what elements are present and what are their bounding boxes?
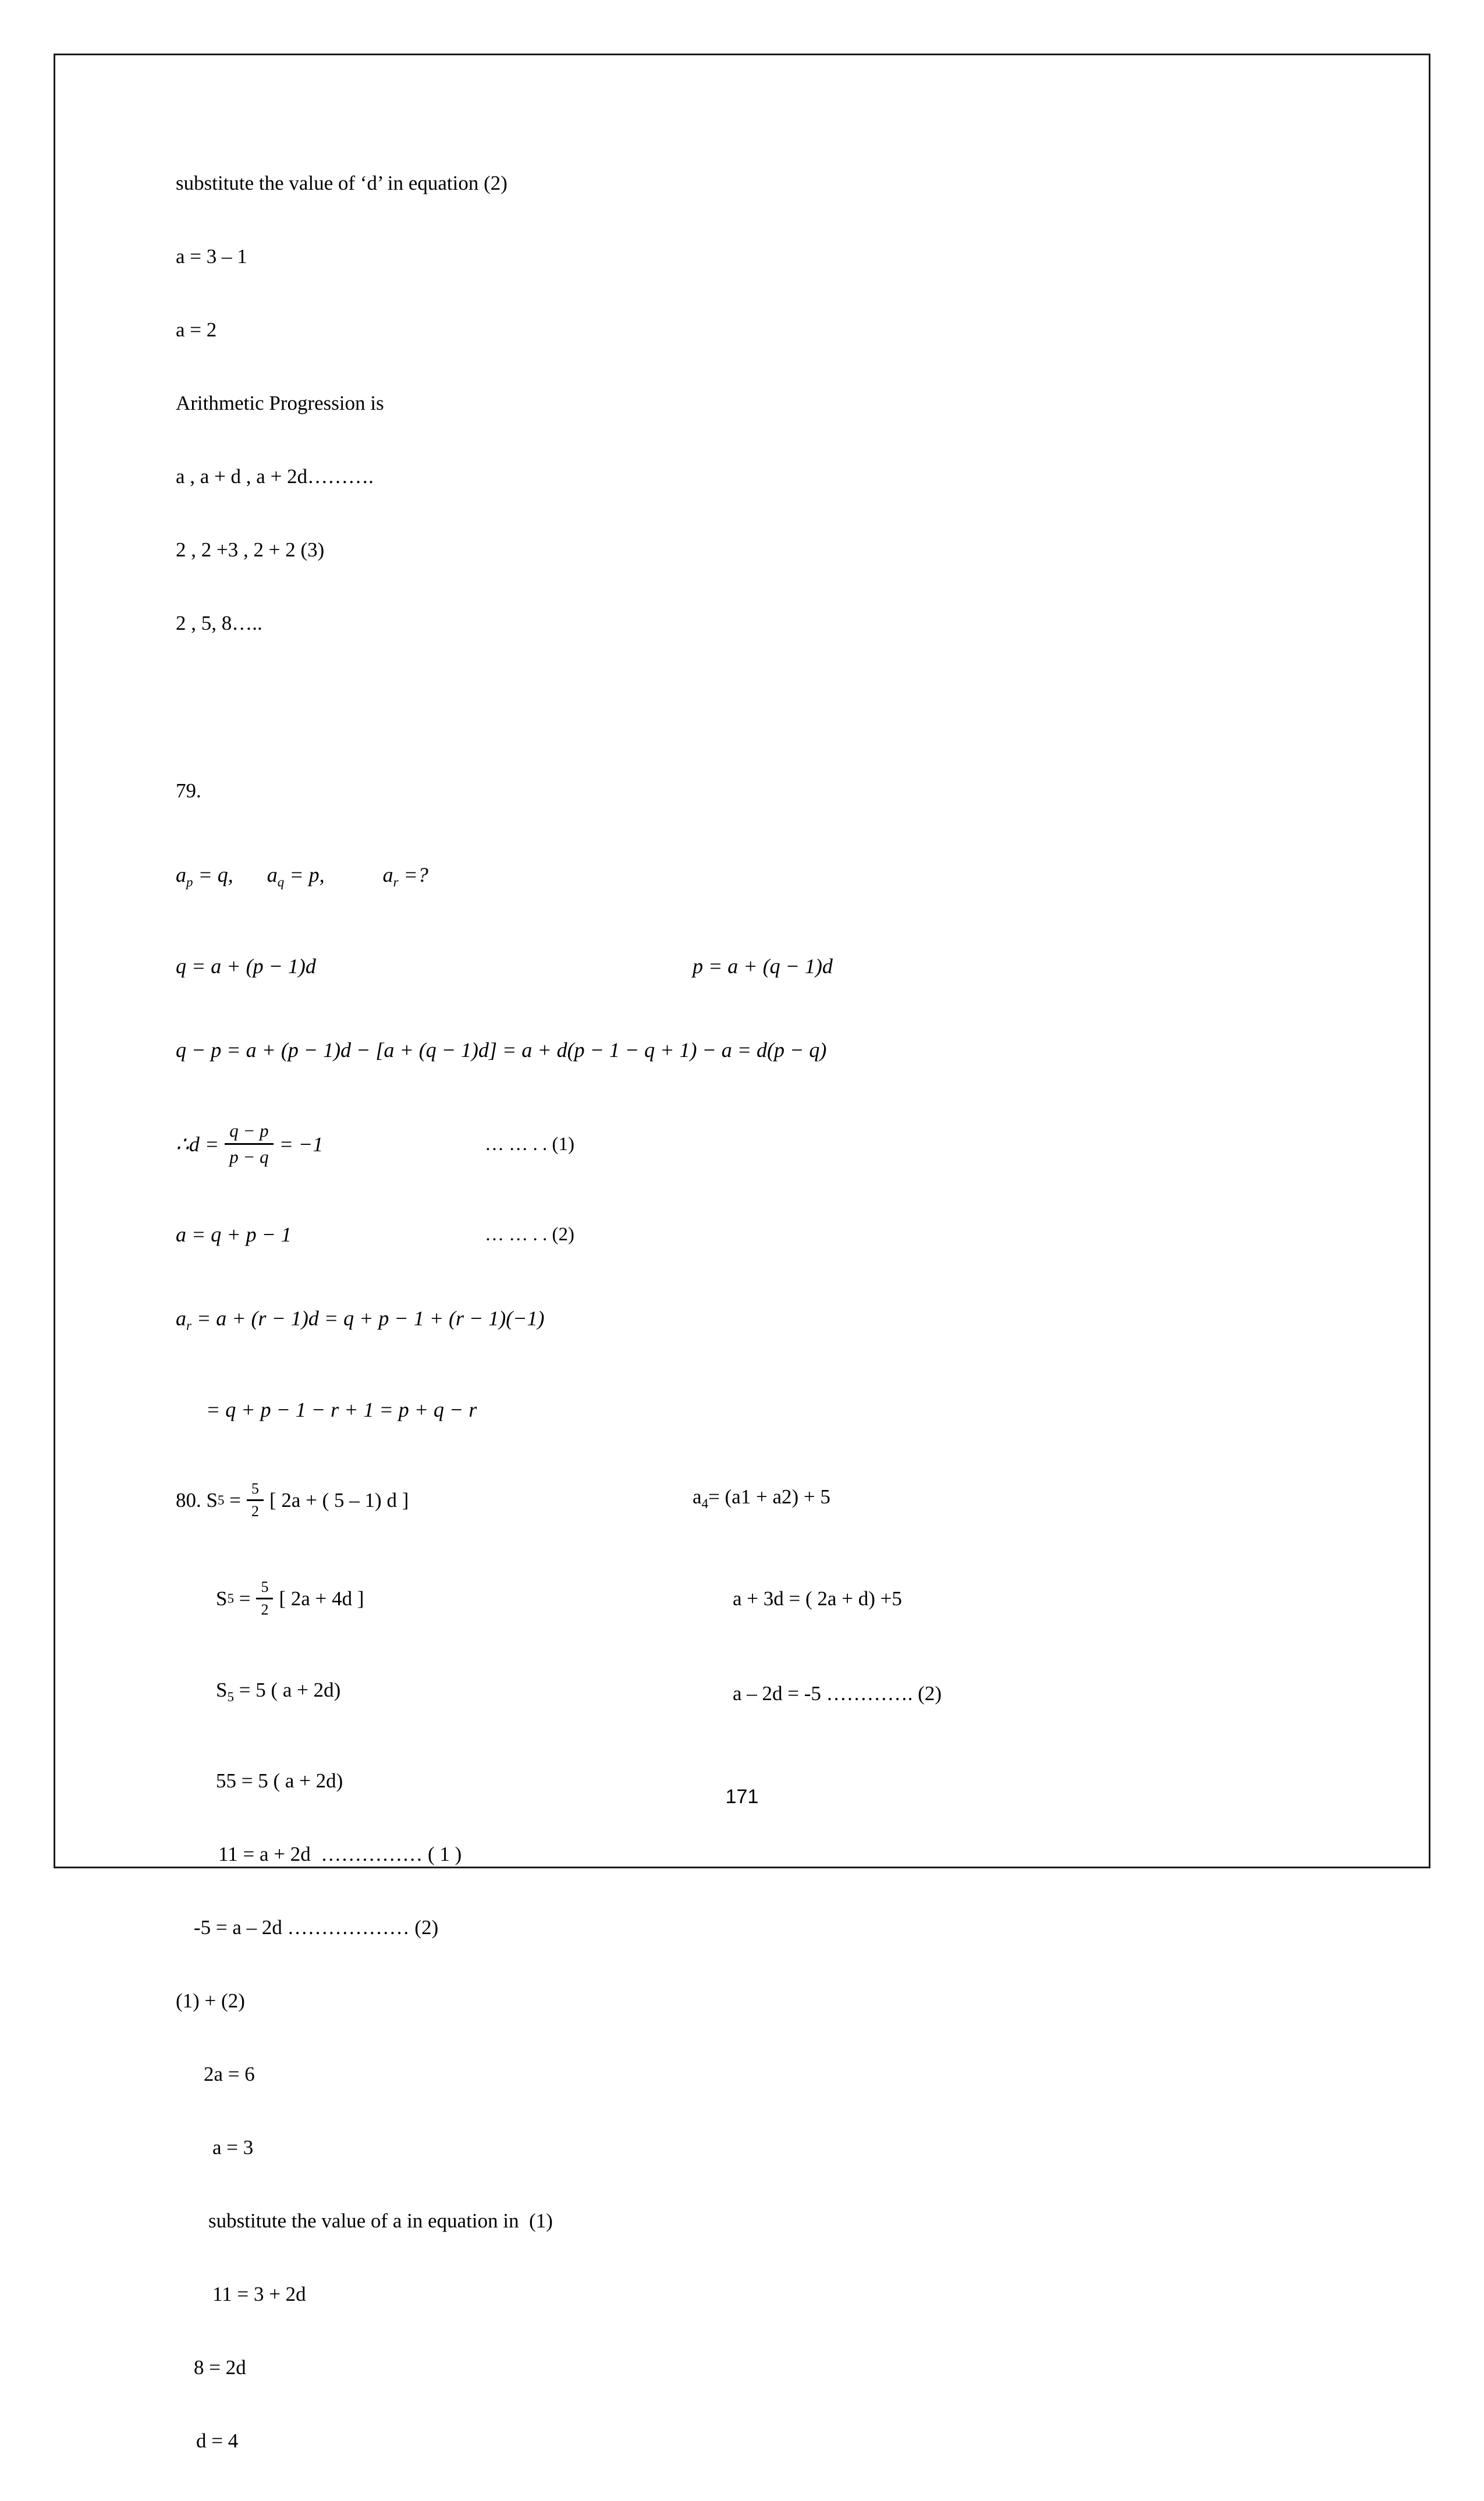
math-term: =?	[398, 863, 428, 886]
q80-row-11: 11 = 3 + 2d	[212, 2283, 306, 2306]
q80-row-8: 2a = 6	[204, 2063, 255, 2086]
q79-given-line	[176, 861, 1351, 896]
q80-row-1	[176, 1480, 1351, 1520]
subscript: r	[393, 875, 399, 890]
fraction-denominator: p − q	[229, 1147, 269, 1168]
dotted-ref-2: … … . . (2)	[485, 1224, 574, 1246]
math-term: = p,	[284, 863, 325, 886]
q80-row-4: 55 = 5 ( a + 2d)	[216, 1769, 343, 1793]
fraction-numerator: 5	[256, 1578, 273, 1599]
subscript: 4	[701, 1496, 709, 1511]
math-term: = a + (r − 1)d = q + p − 1 + (r − 1)(−1)	[191, 1307, 545, 1331]
line-substitute-d: substitute the value of ‘d’ in equation (2)	[176, 172, 507, 194]
q79-ar-line	[176, 1305, 1351, 1339]
line-ap-general: a , a + d , a + 2d……….	[176, 465, 374, 488]
q80-row-10: substitute the value of a in equation in (1)	[208, 2209, 553, 2233]
math-term: 80. S	[176, 1488, 218, 1512]
fraction-denominator: 2	[251, 1503, 259, 1520]
q79-eq-left: q = a + (p − 1)d	[176, 955, 316, 978]
q79-d-fraction-line	[176, 1120, 1351, 1168]
math-term: =	[224, 1488, 241, 1512]
subscript: r	[186, 1318, 191, 1333]
line-a-eq-2: a = 2	[176, 318, 217, 341]
fraction	[225, 1120, 273, 1168]
math-term: a	[176, 863, 186, 886]
blank-gap	[176, 694, 1351, 746]
subscript: q	[277, 875, 285, 890]
q80-row-2-right: a + 3d = ( 2a + d) +5	[733, 1587, 902, 1610]
q80-row-6: -5 = a – 2d ……………… (2)	[194, 1916, 439, 1939]
page-content	[176, 139, 1351, 2501]
line-ap-is: Arithmetic Progression is	[176, 392, 384, 414]
q80-row-2	[216, 1578, 1351, 1619]
line-a-eq-3-minus-1: a = 3 – 1	[176, 245, 247, 268]
q79-eq-right: p = a + (q − 1)d	[693, 955, 833, 978]
q80-row-7: (1) + (2)	[176, 1989, 245, 2013]
q79-final-line: = q + p − 1 − r + 1 = p + q − r	[206, 1398, 477, 1422]
math-term: = 5 ( a + 2d)	[233, 1679, 341, 1702]
math-term: S	[216, 1679, 228, 1702]
q80-row-3-right: a – 2d = -5 …………. (2)	[733, 1682, 942, 1705]
math-term: [ 2a + ( 5 – 1) d ]	[269, 1488, 409, 1512]
subscript: 5	[227, 1591, 234, 1606]
math-term: a	[176, 1307, 186, 1331]
subscript: 5	[227, 1690, 234, 1705]
math-term: = q,	[193, 863, 233, 886]
math-term: = (a1 + a2) + 5	[708, 1485, 830, 1508]
math-term: a	[693, 1485, 702, 1508]
fraction	[247, 1480, 264, 1520]
fraction-numerator: q − p	[225, 1120, 273, 1145]
line-ap-numeric: 2 , 2 +3 , 2 + 2 (3)	[176, 538, 325, 561]
line-ap-result: 2 , 5, 8…..	[176, 612, 262, 634]
dotted-ref-1: … … . . (1)	[485, 1133, 574, 1155]
fraction-denominator: 2	[261, 1601, 269, 1619]
math-term: S	[216, 1587, 228, 1610]
fraction-numerator: 5	[247, 1480, 264, 1501]
math-term: a = q + p − 1	[176, 1223, 292, 1247]
subscript: 5	[217, 1492, 225, 1507]
page-number: 171	[725, 1786, 759, 1808]
q79-long-equation: q − p = a + (p − 1)d − [a + (q − 1)d] = a + d(p − 1 − q + 1) − a = d(p − q)	[176, 1038, 827, 1062]
subscript: p	[186, 875, 193, 890]
q79-eq-row	[176, 953, 1351, 980]
q80-row-9: a = 3	[212, 2136, 254, 2159]
math-term: a	[267, 863, 278, 886]
math-term: [ 2a + 4d ]	[279, 1587, 364, 1610]
q80-row-5: 11 = a + 2d …………… ( 1 )	[218, 1843, 462, 1866]
fraction	[256, 1578, 273, 1619]
q79-a-line	[176, 1221, 1351, 1248]
q80-row-1-right	[693, 1484, 830, 1517]
math-term: a	[382, 863, 393, 886]
q80-row-12: 8 = 2d	[194, 2356, 246, 2379]
q80-row-13: d = 4	[196, 2429, 239, 2453]
question-79-number: 79.	[176, 779, 201, 802]
q80-row-3	[216, 1677, 1351, 1711]
math-term: =	[233, 1587, 251, 1610]
therefore-d-equals: ∴d =	[176, 1132, 219, 1156]
math-term: = −1	[279, 1132, 324, 1156]
